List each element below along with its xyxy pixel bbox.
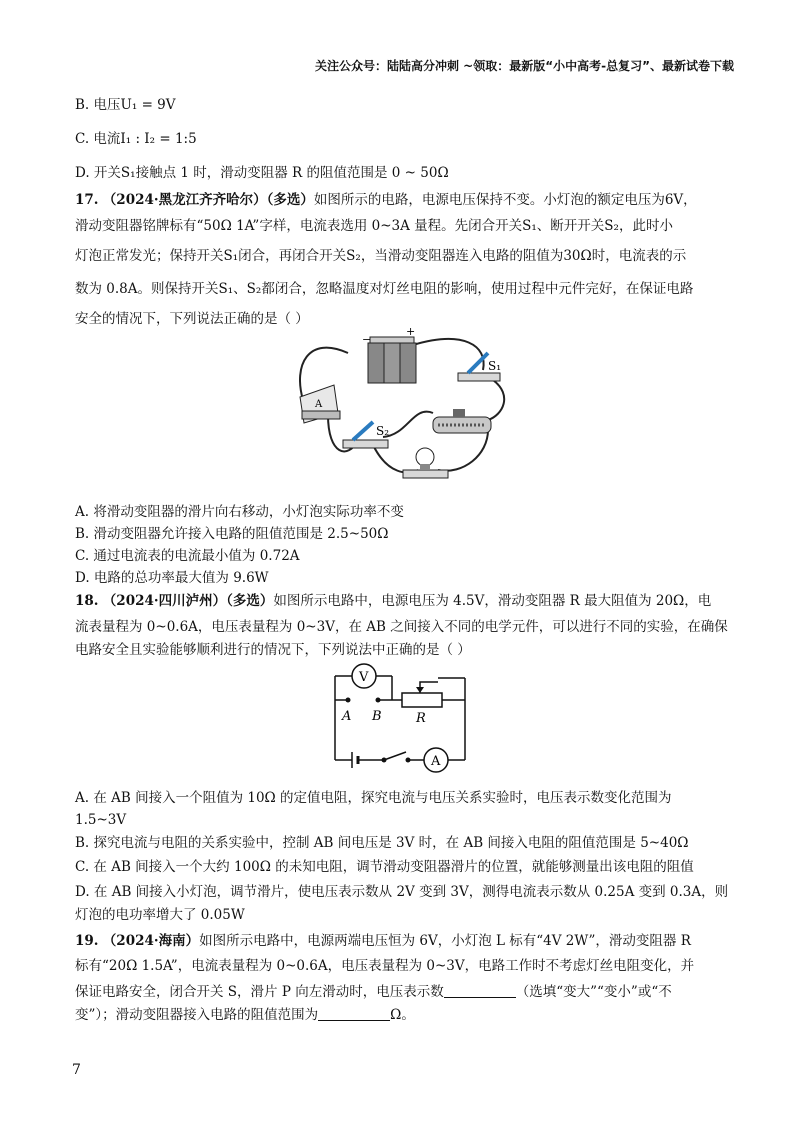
q18-option-b: B. 探究电流与电阻的关系实验中，控制 AB 间电压是 3V 时，在 AB 间接入电阻的阻值范围是 5~40Ω [75, 835, 689, 851]
point-a-label: A [342, 709, 352, 724]
prev-option-b: B. 电压U₁ = 9V [75, 97, 176, 113]
rheostat-r [402, 693, 442, 707]
ammeter-label: A [431, 754, 441, 769]
q17-source: （2024·黑龙江齐齐哈尔）（多选） [102, 192, 314, 208]
page-number: 7 [72, 1062, 81, 1078]
q18-source: （2024·四川泸州）（多选） [102, 593, 274, 609]
q19-number: 19. [75, 933, 99, 949]
q18-number: 18. [75, 593, 99, 609]
prev-option-c: C. 电流I₁ : I₂ = 1:5 [75, 131, 197, 147]
q17-circuit-figure [288, 325, 518, 495]
terminal-a [346, 698, 351, 703]
q17-stem-2: 滑动变阻器铭牌标有“50Ω 1A”字样，电流表选用 0~3A 量程。先闭合开关S₁、断开开关S₂，此时小 [75, 218, 673, 234]
battery-pack [368, 337, 416, 383]
q19-line-4 [75, 1006, 415, 1024]
prev-option-d: D. 开关S₁接触点 1 时，滑动变阻器 R 的阻值范围是 0 ~ 50Ω [75, 165, 449, 181]
wire [383, 412, 433, 437]
q17-stem-4: 数为 0.8A。则保持开关S₁、S₂都闭合，忽略温度对灯丝电阻的影响，使用过程中元件完好，在保证电路 [75, 281, 694, 297]
switch-s2-label: S₂ [376, 424, 390, 438]
q19-stem-2: 标有“20Ω 1.5A”，电流表量程为 0~0.6A，电压表量程为 0~3V，电路工作时不考虑灯丝电阻变化，并 [75, 958, 695, 974]
wire [373, 445, 418, 472]
q18-line-1 [75, 592, 711, 610]
battery-minus-label: − [362, 333, 372, 346]
q17-option-a: A. 将滑动变阻器的滑片向右移动，小灯泡实际功率不变 [75, 504, 404, 520]
switch-s1-label: S₁ [488, 359, 502, 373]
q19-answer-blank-2[interactable] [318, 1006, 390, 1021]
wire [488, 380, 504, 420]
voltmeter-label: V [359, 670, 369, 685]
q19-line-1 [75, 932, 691, 950]
q19-stem-3a: 保证电路安全，闭合开关 S，滑片 P 向左滑动时，电压表示数 [75, 984, 444, 1000]
q18-option-d-cont: 灯泡的电功率增大了 0.05W [75, 907, 245, 923]
rheostat-label: R [416, 711, 426, 726]
q19-line-3 [75, 983, 672, 1001]
q19-source: （2024·海南） [102, 933, 200, 949]
wire [438, 430, 488, 471]
point-b-label: B [372, 709, 382, 724]
rheostat [433, 409, 491, 433]
q18-stem-2: 流表量程为 0~0.6A，电压表量程为 0~3V，在 AB 之间接入不同的电学元件，可以进行不同的实验，在确保 [75, 619, 728, 635]
q18-stem-1: 如图所示电路中，电源电压为 4.5V，滑动变阻器 R 最大阻值为 20Ω，电 [273, 593, 712, 609]
light-bulb [403, 448, 448, 478]
q18-option-d: D. 在 AB 间接入小灯泡，调节滑片，使电压表示数从 2V 变到 3V，测得电流表示数从 0.25A 变到 0.3A，则 [75, 884, 729, 900]
q18-option-a-cont: 1.5~3V [75, 812, 127, 828]
q17-stem-3: 灯泡正常发光；保持开关S₁闭合，再闭合开关S₂，当滑动变阻器连入电路的阻值为30Ω时，电流表的示 [75, 248, 687, 264]
q18-option-c: C. 在 AB 间接入一个大约 100Ω 的未知电阻，调节滑动变阻器滑片的位置，就能够测量出该电阻的阻值 [75, 859, 694, 875]
ammeter-label: A [315, 399, 323, 410]
slider-arrow [416, 687, 424, 693]
q19-stem-4b: Ω。 [390, 1007, 415, 1023]
q19-answer-blank-1[interactable] [444, 983, 516, 998]
q17-number: 17. [75, 192, 99, 208]
q17-option-d: D. 电路的总功率最大值为 9.6W [75, 570, 269, 586]
q19-stem-4a: 变”）；滑动变阻器接入电路的阻值范围为 [75, 1007, 319, 1023]
battery-plus-label: + [406, 325, 416, 338]
page-header: 关注公众号：陆陆高分冲刺 ~领取：最新版“小中高考-总复习”、最新试卷下载 [315, 59, 734, 73]
q17-line-1 [75, 191, 697, 209]
q17-option-c: C. 通过电流表的电流最小值为 0.72A [75, 548, 300, 564]
q19-stem-1: 如图所示电路中，电源两端电压恒为 6V，小灯泡 L 标有“4V 2W”，滑动变阻器 R [199, 933, 691, 949]
q18-circuit-figure [320, 660, 480, 780]
q18-option-a: A. 在 AB 间接入一个阻值为 10Ω 的定值电阻，探究电流与电压关系实验时，电压表示数变化范围为 [75, 790, 672, 806]
q17-stem-1: 如图所示的电路，电源电压保持不变。小灯泡的额定电压为6V， [313, 192, 697, 208]
q17-option-b: B. 滑动变阻器允许接入电路的阻值范围是 2.5~50Ω [75, 526, 389, 542]
switch-blade [384, 752, 406, 760]
q18-stem-3: 电路安全且实验能够顺利进行的情况下，下列说法中正确的是（ ） [75, 642, 471, 658]
q19-stem-3b: （选填“变大”“变小”或“不 [515, 984, 672, 1000]
q17-stem-5: 安全的情况下，下列说法正确的是（ ） [75, 311, 309, 327]
